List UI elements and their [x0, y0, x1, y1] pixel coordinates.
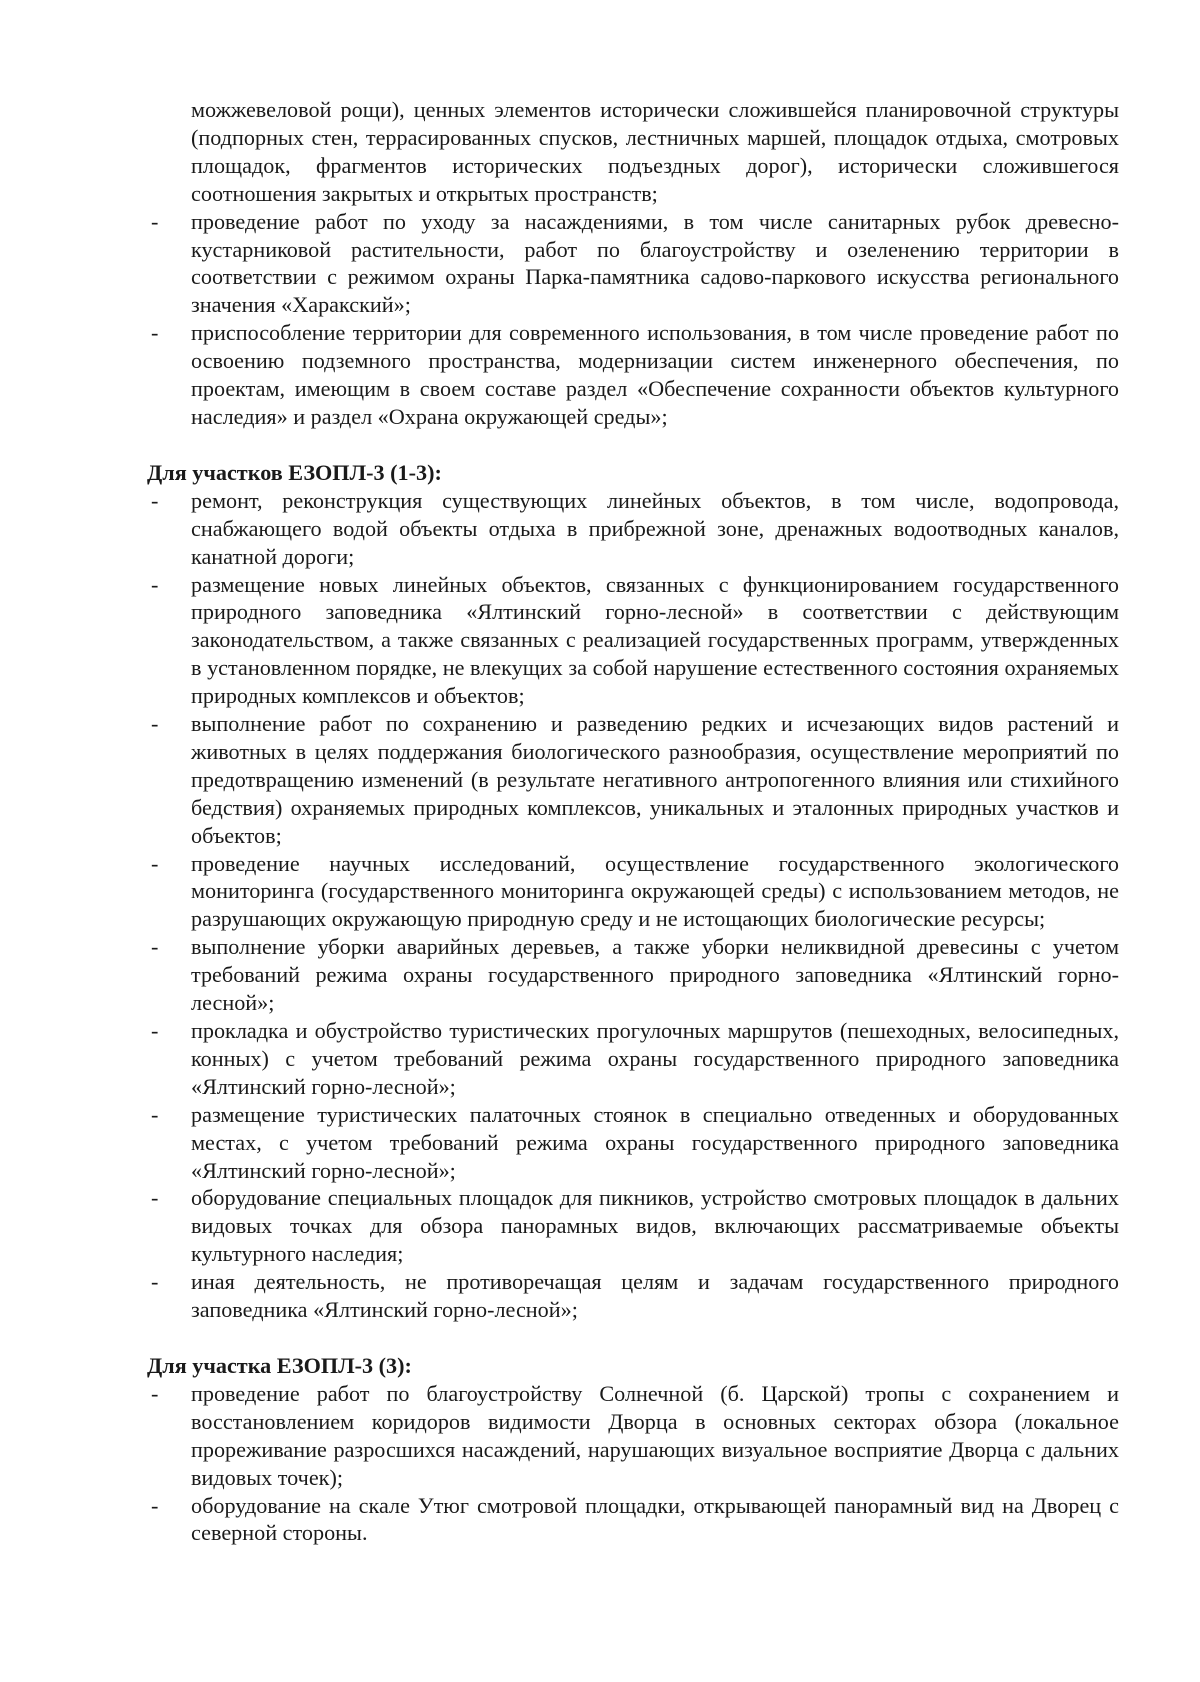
list-item-text: проведение работ по благоустройству Солнечной (б. Царской) тропы с сохранением и восстановлением коридоров видимости Дворца в основных секторах обзора (локальное прореживание разросшихся насаждений, нарушающих визуальное восприятие Дворца с дальних видовых точек); [191, 1380, 1119, 1490]
section-gap [147, 431, 1119, 459]
dash-bullet: - [151, 487, 159, 513]
list-item-text: приспособление территории для современного использования, в том числе проведение работ по освоению подземного пространства, модернизации систем инженерного обеспечения, по проектам, имеющим в своем составе раздел «Обеспечение сохранности объектов культурного наследия» и раздел «Охрана окружающей среды»; [191, 320, 1119, 429]
dash-bullet: - [151, 1380, 159, 1406]
dash-bullet: - [151, 208, 159, 234]
list-item [147, 1268, 1119, 1324]
section-heading-1: Для участков ЕЗОПЛ-3 (1-3): [147, 459, 442, 485]
list-item [147, 710, 1119, 850]
list-item [147, 571, 1119, 711]
list-item-text: выполнение работ по сохранению и разведению редких и исчезающих видов растений и животных в целях поддержания биологического разнообразия, осуществление мероприятий по предотвращению изменений (в результате негативного антропогенного влияния или стихийного бедствия) охраняемых природных комплексов, уникальных и эталонных природных участков и объектов; [191, 711, 1119, 848]
document-page [147, 96, 1119, 1547]
list-item [147, 1017, 1119, 1101]
dash-bullet: - [151, 320, 159, 346]
list-item-text: ремонт, реконструкция существующих линейных объектов, в том числе, водопровода, снабжающего водой объекты отдыха в прибрежной зоне, дренажных водоотводных каналов, канатной дороги; [191, 487, 1119, 569]
list-item [147, 1380, 1119, 1492]
list-item-text: выполнение уборки аварийных деревьев, а также уборки неликвидной древесины с учетом требований режима охраны государственного природного заповедника «Ялтинский горно-лесной»; [191, 934, 1119, 1016]
list-item [147, 208, 1119, 320]
list-section-2 [147, 1380, 1119, 1547]
dash-bullet: - [151, 934, 159, 960]
list-item [147, 1184, 1119, 1268]
list-item-text: оборудование на скале Утюг смотровой площадки, открывающей панорамный вид на Дворец с северной стороны. [191, 1492, 1119, 1546]
dash-bullet: - [151, 1018, 159, 1043]
list-item [147, 850, 1119, 934]
intro-paragraph: можжевеловой рощи), ценных элементов исторически сложившейся планировочной структуры (подпорных стен, террасированных спусков, лестничных маршей, площадок отдыха, смотровых площадок, фрагментов исторических подъездных дорог), исторически сложившегося соотношения закрытых и открытых пространств; [191, 97, 1119, 206]
list-section-1 [147, 487, 1119, 1324]
section-gap [147, 1324, 1119, 1352]
dash-bullet: - [151, 1101, 159, 1127]
list-item-text: оборудование специальных площадок для пикников, устройство смотровых площадок в дальних видовых точках для обзора панорамных видов, включающих рассматриваемые объекты культурного наследия; [191, 1185, 1119, 1267]
list-item [147, 1101, 1119, 1185]
list-item-text: проведение работ по уходу за насаждениями, в том числе санитарных рубок древесно-кустарниковой растительности, работ по благоустройству и озеленению территории в соответствии с режимом охраны Парка-памятника садово-паркового искусства регионального значения «Харакский»; [191, 208, 1119, 318]
list-item-text: размещение новых линейных объектов, связанных с функционированием государственного природного заповедника «Ялтинский горно-лесной» в соответствии с действующим законодательством, а также связанных с реализацией государственных программ, утвержденных в установленном порядке, не влекущих за собой нарушение естественного состояния охраняемых природных комплексов и объектов; [191, 571, 1119, 709]
dash-bullet: - [151, 571, 159, 597]
dash-bullet: - [151, 1492, 159, 1518]
list-item-text: размещение туристических палаточных стоянок в специально отведенных и оборудованных местах, с учетом требований режима охраны государственного природного заповедника «Ялтинский горно-лесной»; [191, 1101, 1119, 1183]
dash-bullet: - [151, 711, 159, 737]
list-item-text: иная деятельность, не противоречащая целям и задачам государственного природного заповедника «Ялтинский горно-лесной»; [191, 1269, 1119, 1323]
dash-bullet: - [151, 1185, 159, 1211]
list-item [147, 933, 1119, 1017]
list-item [147, 319, 1119, 431]
dash-bullet: - [151, 850, 159, 876]
list-general [147, 208, 1119, 431]
list-item-text: прокладка и обустройство туристических прогулочных маршрутов (пешеходных, велосипедных, конных) с учетом требований режима охраны государственного природного заповедника «Ялтинский горно-лесной»; [191, 1018, 1119, 1099]
list-item [147, 487, 1119, 571]
section-heading-2: Для участка ЕЗОПЛ-3 (3): [147, 1352, 412, 1378]
list-item-text: проведение научных исследований, осуществление государственного экологического мониторинга (государственного мониторинга окружающей среды) с использованием методов, не разрушающих окружающую природную среду и не истощающих биологические ресурсы; [191, 850, 1119, 932]
dash-bullet: - [151, 1269, 159, 1295]
list-item [147, 1492, 1119, 1548]
